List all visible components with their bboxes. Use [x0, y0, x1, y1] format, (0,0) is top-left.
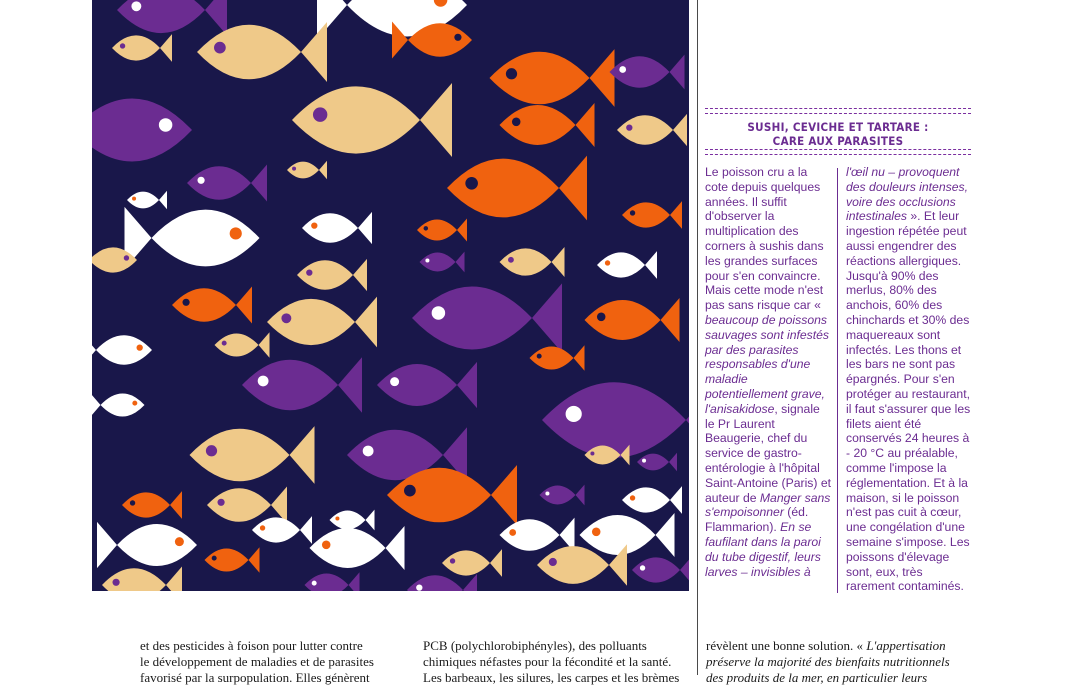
vertical-rule — [697, 0, 698, 675]
fish-shape — [407, 574, 477, 591]
body-line: le développement de maladies et de parasites — [140, 654, 374, 669]
body-line: chimiques néfastes pour la fécondité et la santé. — [423, 654, 672, 669]
fish-shape — [542, 378, 689, 461]
fish-shape — [632, 556, 689, 584]
fish-shape — [205, 547, 260, 572]
fish-shape — [305, 572, 360, 591]
sidebar-paragraph-2: Mais cette mode n'est pas sans risque car « beaucoup de poissons sauvages sont infestés par des parasites responsables d'une maladie potentiellement grave, l'anisakidose, signale le Pr Laurent Beaugerie, chef du service de gastro-entérologie à l'hôpital Saint-Antoine (Paris) et auteur de Manger sans s'empoisonner (éd. Flammarion). En se faufilant dans la paroi du tube digestif, leurs larves – invisibles à — [705, 283, 831, 579]
body-column-1 — [140, 638, 400, 686]
fish-shape — [190, 426, 315, 484]
fish-shape — [310, 526, 405, 570]
body-line: favorisé par la surpopulation. Elles génèrent — [140, 670, 370, 685]
body-column-3 — [706, 638, 976, 686]
fish-shape — [490, 49, 615, 107]
sidebar-column-2 — [846, 165, 974, 594]
fish-shape — [530, 345, 585, 370]
body-line: révèlent une bonne solution. « L'appertisation — [706, 638, 946, 653]
fish-shape — [292, 83, 452, 157]
fish-shape — [92, 392, 145, 417]
sidebar-column-1 — [705, 165, 831, 579]
fish-shape — [97, 522, 197, 568]
fish-shape — [540, 485, 585, 506]
fish-illustration — [92, 0, 689, 591]
fish-shape — [117, 0, 227, 35]
fish-shape — [500, 103, 595, 147]
sidebar-paragraph-3: l'œil nu – provoquent des douleurs intenses, voire des occlusions intestinales ». Et leur ingestion répétée peut aussi engendrer des réactions allergiques. Jusqu'à 90% des merlus, 80% des anchois, 60% des chinchards et 30% des maquereaux sont infectés. Les thons et les bars ne sont pas épargnés. Pour s'en protéger au restaurant, il faut s'assurer que les filets aient été conservés 24 heures à - 20 °C au préalable, comme l'impose la réglementation. Et à la maison, si le poisson n'est pas cuit à cœur, une congélation d'une semaine s'impose. Les poissons d'élevage sont, eux, très rarement contaminés. — [846, 165, 971, 594]
fish-shape — [127, 191, 167, 209]
fish-shape — [597, 251, 657, 279]
fish-shape — [330, 510, 375, 531]
body-line: et des pesticides à foison pour lutter contre — [140, 638, 363, 653]
fish-shape — [297, 259, 367, 291]
body-line: PCB (polychlorobiphényles), des polluants — [423, 638, 647, 653]
sidebar-column-rule — [837, 168, 838, 593]
fish-shape — [267, 297, 377, 348]
fish-shape — [122, 491, 182, 519]
fish-shape — [617, 114, 687, 146]
sidebar-paragraph-1: Le poisson cru a la cote depuis quelques années. Il suffit d'observer la multiplication des corners à sushis dans les grandes surfaces pour s'en convaincre. — [705, 165, 824, 283]
fish-shape — [637, 453, 677, 471]
fish-shape — [622, 201, 682, 229]
fish-shape — [412, 283, 562, 352]
fish-shape — [302, 212, 372, 244]
body-line: Les barbeaux, les silures, les carpes et les brèmes — [423, 670, 680, 685]
fish-shape — [610, 55, 685, 90]
fish-shape — [102, 567, 182, 591]
fish-shape — [92, 95, 192, 164]
fish-school-svg — [92, 0, 689, 591]
fish-shape — [500, 247, 565, 277]
sidebar-title-line1: SUSHI, CEVICHE ET TARTARE : — [747, 120, 929, 134]
fish-shape — [242, 357, 362, 412]
sidebar-header — [705, 108, 971, 154]
fish-shape — [92, 334, 152, 366]
fish-shape — [377, 362, 477, 408]
fish-shape — [500, 518, 575, 553]
fish-shape — [287, 161, 327, 179]
fish-shape — [417, 218, 467, 241]
fish-shape — [585, 298, 680, 342]
fish-shape — [172, 287, 252, 324]
fish-shape — [215, 332, 270, 357]
fish-shape — [197, 22, 327, 82]
fish-shape — [447, 156, 587, 221]
fish-shape — [252, 516, 312, 544]
fish-shape — [442, 549, 502, 577]
fish-shape — [125, 207, 260, 269]
body-line: des produits de la mer, en particulier leurs — [706, 670, 928, 685]
fish-shape — [622, 486, 682, 514]
body-column-2 — [423, 638, 693, 686]
sidebar-title-line2: CARE AUX PARASITES — [772, 134, 904, 148]
fish-shape — [187, 165, 267, 202]
fish-shape — [420, 252, 465, 273]
body-line: préserve la majorité des bienfaits nutritionnels — [706, 654, 950, 669]
fish-shape — [112, 34, 172, 62]
